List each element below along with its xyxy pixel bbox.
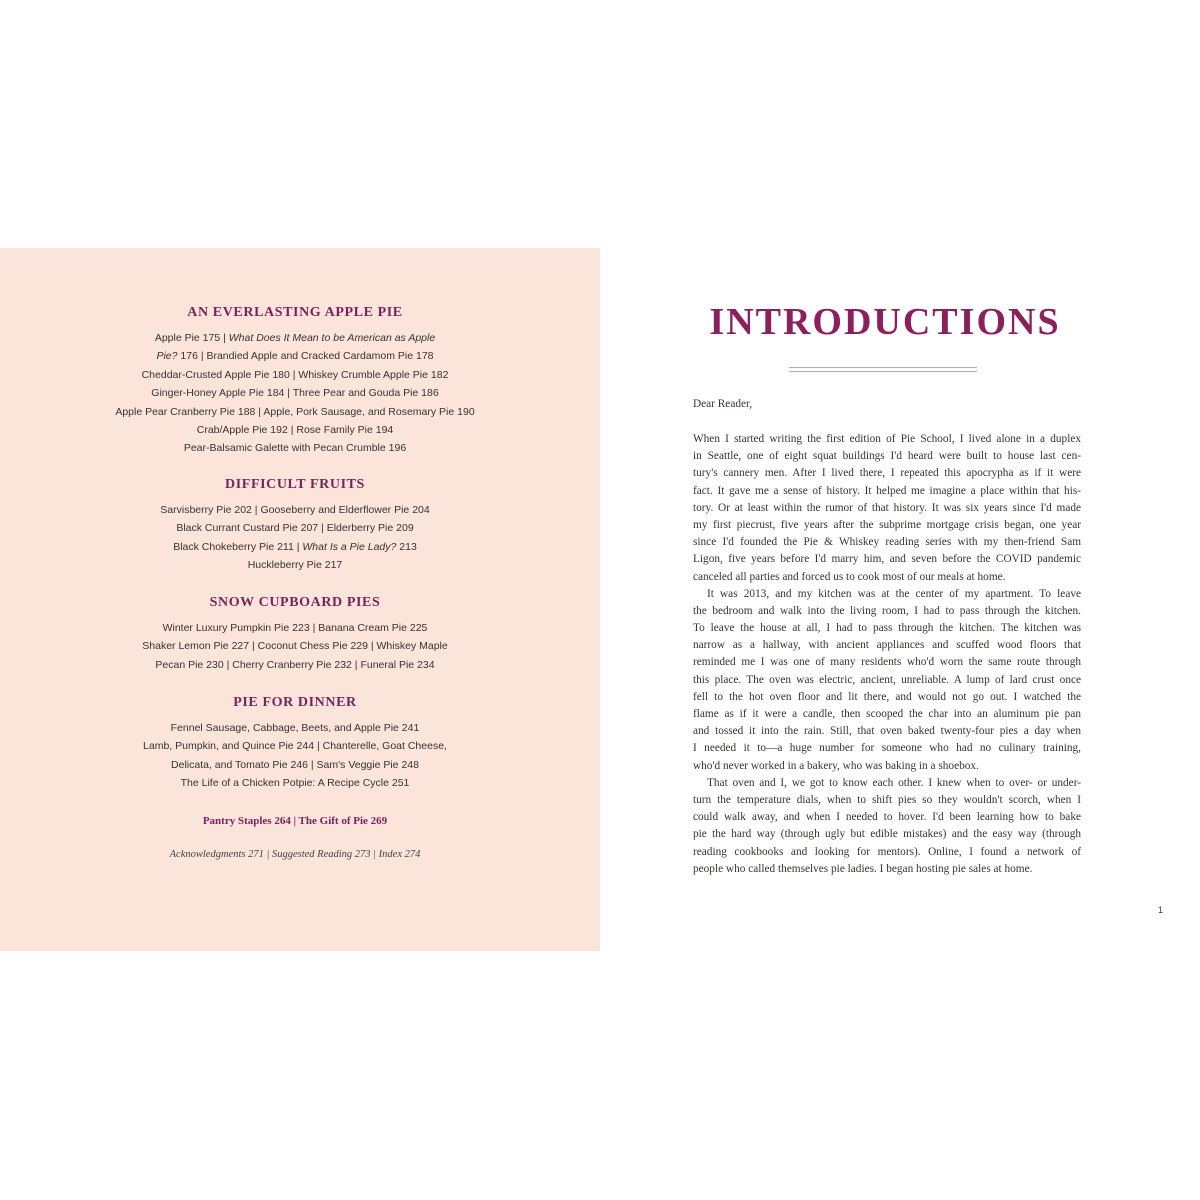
toc-entry-text: Apple Pear Cranberry Pie 188 | Apple, Pork Sausage, and Rosemary Pie 190: [115, 405, 475, 418]
body-line: fact. It gave me a sense of history. It helped me imagine a place within that his-: [693, 484, 1081, 497]
page-number: 1: [1158, 905, 1164, 915]
toc-entry: [0, 503, 590, 517]
toc-entry: [0, 441, 590, 455]
toc-entry-text: Cheddar-Crusted Apple Pie 180 | Whiskey Crumble Apple Pie 182: [141, 368, 449, 381]
toc-entry: [0, 639, 590, 653]
left-page-contents: [0, 248, 600, 951]
body-line: turn the temperature dials, when to shift pies so they wouldn't scorch, when I: [693, 793, 1081, 806]
body-line: the bedroom and walk into the living room, I had to pass through the kitchen.: [693, 604, 1081, 617]
body-line: tury's cannery men. After I lived there, I repeated this apocrypha as if it were: [693, 467, 1081, 480]
body-line: fell to the hot oven floor and lit there, and would not go out. I watched the: [693, 690, 1081, 703]
title-rule-top: [789, 367, 977, 368]
toc-entry-text: Black Chokeberry Pie 211 |: [173, 540, 303, 553]
right-page-introduction: [600, 0, 1200, 1200]
toc-entry: [0, 776, 590, 790]
toc-entry-text: Ginger-Honey Apple Pie 184 | Three Pear and Gouda Pie 186: [151, 387, 439, 400]
toc-entry: [0, 739, 590, 753]
body-line: this place. The oven was electric, ancient, unreliable. A lump of lard crust once: [693, 673, 1081, 686]
toc-section-title: PIE FOR DINNER: [233, 695, 357, 710]
toc-entry-text: Pear-Balsamic Galette with Pecan Crumble 196: [183, 442, 407, 455]
body-line: could walk away, and when I needed to hover. I'd been learning how to bake: [693, 811, 1081, 824]
body-line: narrow as a hallway, with ancient appliances and scuffed wood floors that: [693, 639, 1081, 652]
body-line: who'd never worked in a bakery, who was baking in a shoebox.: [693, 759, 979, 772]
body-line: my first piecrust, five years after the subprime mortgage crisis began, one year: [693, 518, 1081, 531]
toc-entry-text: The Life of a Chicken Potpie: A Recipe Cycle 251: [180, 777, 410, 790]
toc-entry: [0, 331, 590, 345]
toc-entry: [0, 368, 590, 382]
body-line: I needed it to—a huge number for someone who had no culinary training,: [693, 742, 1081, 755]
body-line: reminded me I was one of many residents who'd worn the same route through: [693, 656, 1081, 669]
toc-entry-text: Black Currant Custard Pie 207 | Elderberry Pie 209: [176, 522, 414, 535]
body-line: in Seattle, one of eight squat buildings I'd heard were built to house last cen-: [693, 450, 1081, 463]
intro-body: [693, 396, 1081, 878]
intro-paragraphs: [693, 431, 1081, 878]
toc-entry: [0, 621, 590, 635]
toc-entry: [0, 721, 590, 735]
toc-entry-text: Shaker Lemon Pie 227 | Coconut Chess Pie 229 | Whiskey Maple: [142, 640, 448, 653]
body-line: and tossed it into the rain. Still, that oven baked twenty-four pies a day when: [693, 725, 1081, 738]
body-line: canceled all parties and forced us to cook most of our meals at home.: [693, 570, 1006, 583]
toc-entry-italic: What Is a Pie Lady?: [302, 540, 397, 553]
body-line: flame as if it were a candle, then scooped the char into an aluminum pie pan: [693, 708, 1081, 720]
pantry-line: Pantry Staples 264 | The Gift of Pie 269: [202, 815, 388, 827]
toc-entry-text: Huckleberry Pie 217: [247, 559, 343, 572]
toc-entry: [0, 658, 590, 672]
toc-entry-text: Delicata, and Tomato Pie 246 | Sam's Veggie Pie 248: [171, 758, 419, 771]
toc-entry: [0, 423, 590, 437]
body-line: That oven and I, we got to know each other. I knew when to over- or under-: [707, 776, 1081, 789]
toc-entry-italic: Pie?: [156, 350, 178, 363]
toc-entry: [0, 558, 590, 572]
toc-entry: [0, 405, 590, 419]
title-rule-bottom: [789, 371, 977, 372]
toc-entry-italic: What Does It Mean to be American as Apple: [228, 332, 436, 344]
toc-entry-text: Apple Pie 175 |: [154, 332, 229, 344]
toc-section-title: AN EVERLASTING APPLE PIE: [187, 305, 403, 320]
body-line: pie the hard way (through ugly but edible mistakes) and the easy way (through: [693, 828, 1081, 841]
body-line: tory. Or at least within the rumor of that history. It was six years since I'd made: [693, 501, 1081, 514]
body-line: reading cookbooks and looking for mentors). Online, I found a network of: [693, 845, 1081, 858]
body-line: Ligon, five years before I'd marry him, and seven before the COVID pandemic: [693, 553, 1081, 566]
body-line: since I'd founded the Pie & Whiskey reading series with my then-friend Sam: [693, 536, 1081, 549]
toc-entry: [0, 758, 590, 772]
toc-entry-text: Lamb, Pumpkin, and Quince Pie 244 | Chanterelle, Goat Cheese,: [143, 740, 447, 753]
toc-entry: [0, 349, 590, 363]
toc-entry-text: Winter Luxury Pumpkin Pie 223 | Banana Cream Pie 225: [162, 622, 428, 634]
body-line: people who called themselves pie ladies. I began hosting pie sales at home.: [693, 862, 1033, 875]
toc-entry: [0, 386, 590, 400]
toc-entry-text: Sarvisberry Pie 202 | Gooseberry and Elderflower Pie 204: [160, 504, 430, 516]
toc-entry: [0, 521, 590, 535]
body-line: It was 2013, and my kitchen was at the center of my apartment. To leave: [707, 587, 1081, 600]
salutation: Dear Reader,: [693, 398, 753, 410]
body-line: To leave the house at all, I had to pass through the kitchen. The kitchen was: [693, 622, 1081, 635]
body-line: When I started writing the first edition of Pie School, I lived alone in a duplex: [693, 433, 1081, 445]
toc-entry-text: Pecan Pie 230 | Cherry Cranberry Pie 232 | Funeral Pie 234: [155, 658, 435, 671]
page-title: INTRODUCTIONS: [709, 301, 1061, 343]
toc-section-title: SNOW CUPBOARD PIES: [209, 595, 381, 610]
toc-entry-text: Crab/Apple Pie 192 | Rose Family Pie 194: [196, 424, 394, 436]
toc-entry-text: 176 | Brandied Apple and Cracked Cardamom Pie 178: [177, 350, 434, 363]
back-matter-line: Acknowledgments 271 | Suggested Reading 273 | Index 274: [169, 849, 421, 860]
toc-entry-page: 213: [396, 540, 417, 553]
toc-section-title: DIFFICULT FRUITS: [225, 477, 365, 492]
toc-entry: [0, 540, 590, 554]
toc-entry-text: Fennel Sausage, Cabbage, Beets, and Apple Pie 241: [170, 722, 420, 734]
